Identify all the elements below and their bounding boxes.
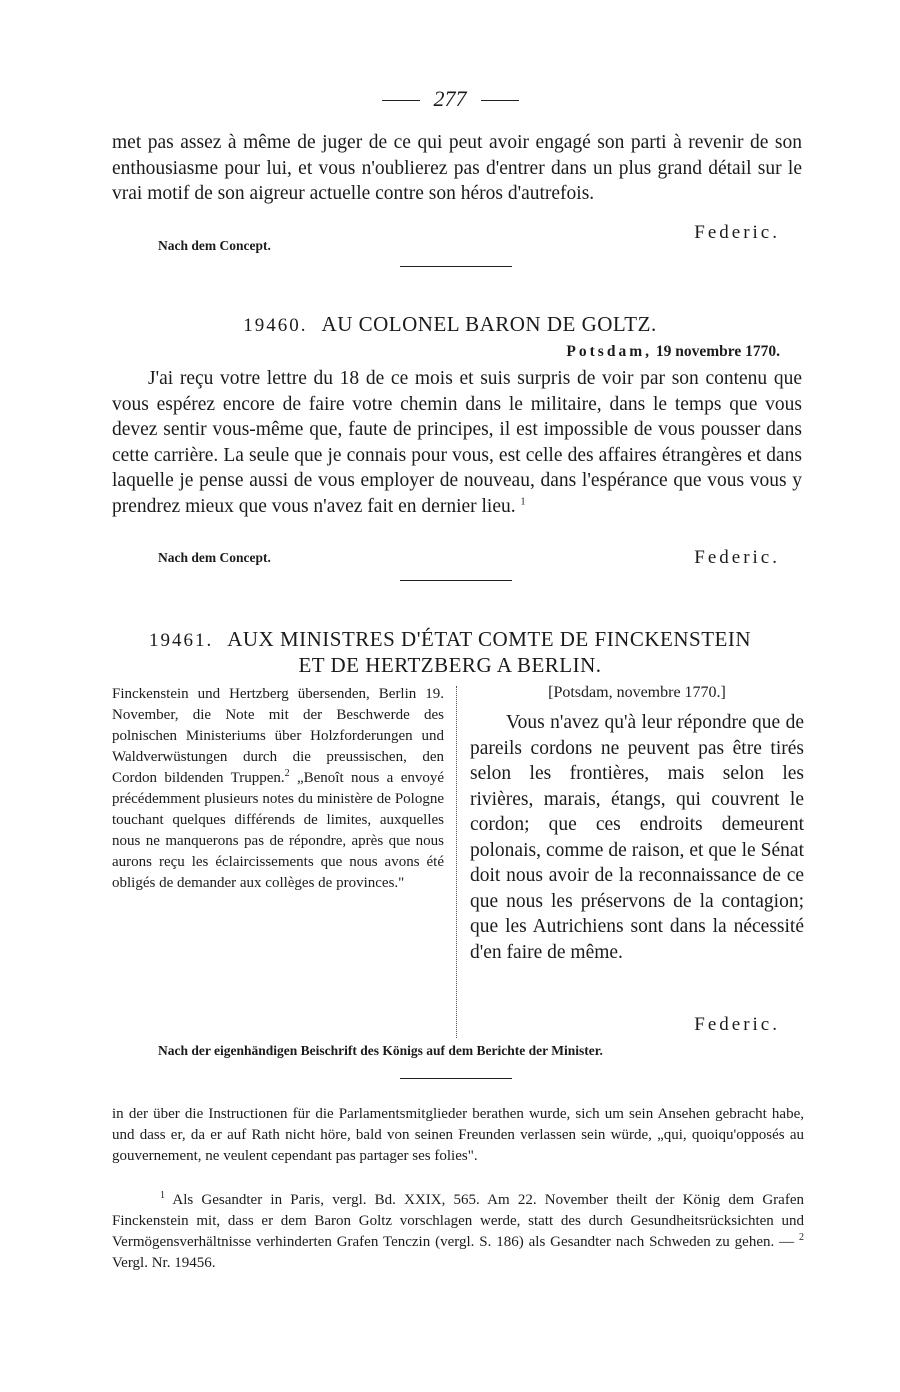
column-divider (456, 686, 457, 1038)
top-signature: Federic. (694, 222, 780, 243)
letter-19461-dateline: [Potsdam, novembre 1770.] (548, 684, 726, 701)
letter-19460-heading (0, 312, 900, 337)
separator-rule-2 (400, 580, 512, 581)
page-number-dash-left (382, 100, 420, 101)
letter-19460-number: 19460. (243, 315, 308, 336)
letter-19461-summary (112, 684, 444, 894)
letter-19461-number: 19461. (148, 630, 214, 651)
letter-19461-summary-quote: „Benoît nous a envoyé précédemment plusieurs notes du ministère de Pologne touchant quelques différends de limites, auxquelles nous ne manquerons pas de répondre, après que nous aurons reçu les éclaircissements que nous avons été obligés de demander aux collèges de provinces." (112, 770, 445, 891)
letter-19460-title: AU COLONEL BARON DE GOLTZ. (321, 312, 657, 336)
footnote-2-mark: 2 (799, 1232, 804, 1243)
separator-rule-3 (400, 1078, 512, 1079)
top-continuation-text: met pas assez à même de juger de ce qui peut avoir engagé son parti à revenir de son enthousiasme pour lui, et vous n'oublierez pas d'entrer dans un plus grand détail sur le vrai motif de son aigreur actuelle contre son héros d'autrefois. (112, 132, 802, 204)
footnote-1-text: Als Gesandter in Paris, vergl. Bd. XXIX, 565. Am 22. November theilt der König dem Grafen Finckenstein mit, dass er dem Baron Goltz vorschlagen werde, statt des durch Gesundheitsrücksichten und Vermögensverhältnisse verhinderten Grafen Tenczin (vergl. S. 186) als Gesandter nach Schweden zu gehen. — (112, 1192, 804, 1250)
letter-19461-heading-line2: ET DE HERTZBERG A BERLIN. (298, 653, 602, 677)
letter-19460-footnote-mark: 1 (520, 496, 526, 507)
letter-19461-summary-footnote-mark: 2 (284, 768, 290, 779)
separator-rule-1 (400, 266, 512, 267)
letter-19460-place: Potsdam, (566, 343, 652, 360)
letter-19460-date: 19 novembre 1770. (655, 343, 780, 360)
footnote-continuation: in der über die Instructionen für die Parlamentsmitglieder berathen wurde, sich um sein Ansehen gebracht habe, und dass er, da er auf Rath nicht höre, bald von seinen Freunden verlassen sein würde, „qui, quoiqu'opposés au gouvernement, ne veulent cependant pas partager ses folies". (112, 1106, 804, 1164)
footnote-block (112, 1190, 804, 1274)
page-number-dash-right (481, 100, 519, 101)
letter-19461-summary-text: Finckenstein und Hertzberg übersenden, Berlin 19. November, die Note mit der Beschwerde des polnischen Ministeriums über Holzforderungen und Waldverwüstungen durch die preussischen, den Cordon bildenden Truppen. (112, 686, 444, 786)
letter-19460-dateline (566, 343, 780, 361)
letter-19461-title-line1: AUX MINISTRES D'ÉTAT COMTE DE FINCKENSTEIN (227, 627, 752, 651)
letter-19460-text: J'ai reçu votre lettre du 18 de ce mois et suis surpris de voir par son contenu que vous espérez encore de faire votre chemin dans le militaire, dans le temps que vous devez sentir vous-même que, faute de principes, il est impossible de vous pousser dans cette carrière. La seule que je connais pour vous, est celle des affaires étrangères et dans laquelle je pense aussi de vous employer de nouveau, dans l'espérance que vous vous y prendrez mieux que vous n'avez fait en dernier lieu. (112, 368, 802, 517)
letter-19460-body (112, 366, 802, 519)
page-number (0, 86, 900, 112)
letter-19461-signature: Federic. (694, 1014, 780, 1035)
page-number-text: 277 (433, 86, 467, 111)
footnote-2-text: Vergl. Nr. 19456. (112, 1255, 216, 1271)
letter-19461-heading (0, 627, 900, 652)
letter-19460-signature: Federic. (694, 547, 780, 568)
top-source-note: Nach dem Concept. (158, 238, 271, 253)
footnote-1-mark: 1 (160, 1190, 165, 1201)
letter-19461-source-note: Nach der eigenhändigen Beischrift des Königs auf dem Berichte der Minister. (158, 1043, 603, 1058)
letter-19461-reply: Vous n'avez qu'à leur répondre que de pareils cordons ne peuvent pas être tirés selon les frontières, mais selon les rivières, marais, étangs, qui couvrent le cordon; que ces endroits demeurent polonais, comme de raison, et que le Sénat doit nous avoir de la reconnaissance de ce que nous les préservons de la contagion; que les Autrichiens sont dans la nécessité d'en faire de même. (470, 712, 804, 963)
letter-19460-source-note: Nach dem Concept. (158, 550, 271, 565)
